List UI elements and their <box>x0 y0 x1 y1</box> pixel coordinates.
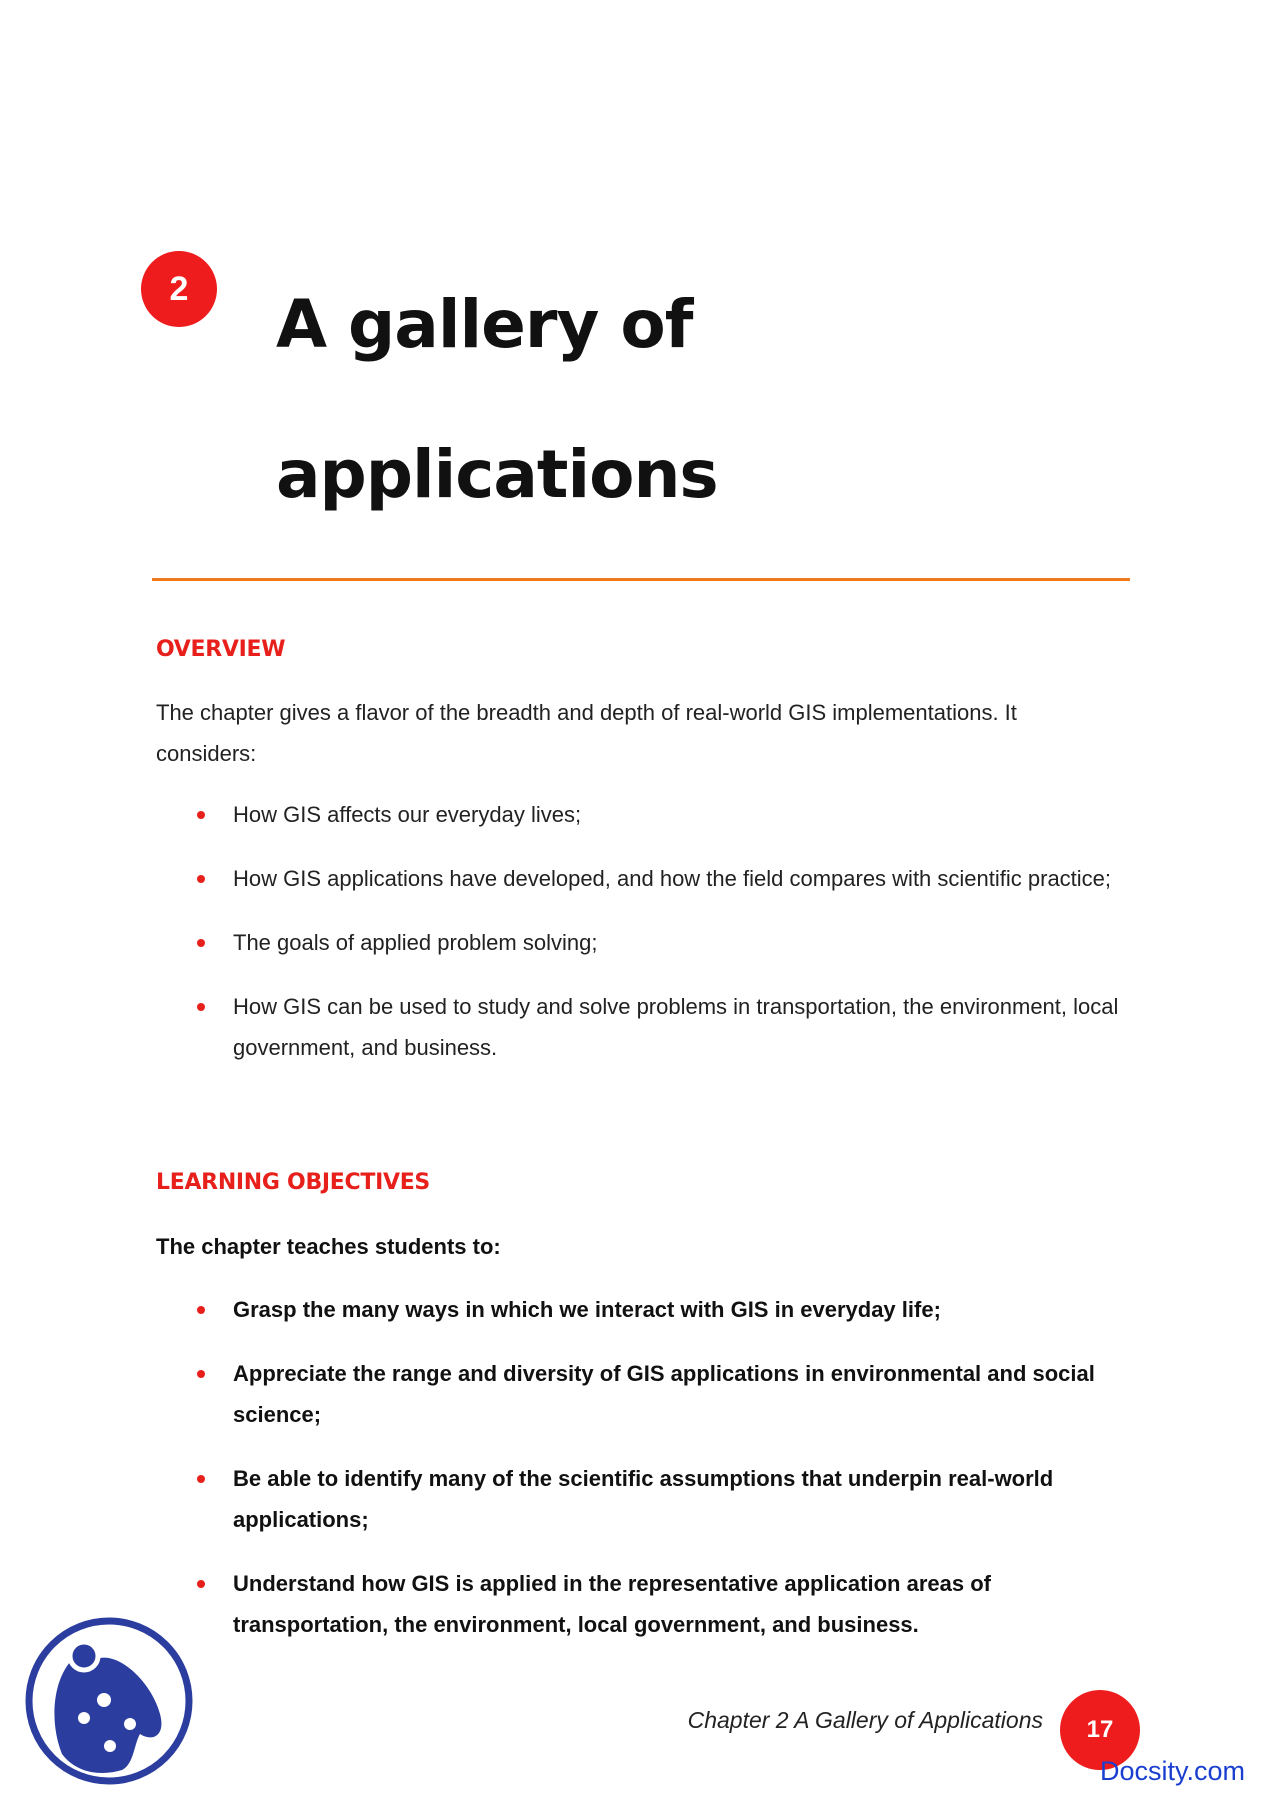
overview-item-text: How GIS applications have developed, and how the field compares with scientific practice; <box>233 866 1112 891</box>
objective-item <box>156 1458 1126 1540</box>
overview-item <box>156 794 1126 835</box>
overview-item-text: The goals of applied problem solving; <box>233 930 598 955</box>
objective-item <box>156 1353 1126 1435</box>
bullet-icon <box>197 811 205 819</box>
bullet-icon <box>197 1003 205 1011</box>
objective-item-text: Understand how GIS is applied in the representative application areas of transportation, the environment, local government, and business. <box>233 1571 991 1637</box>
objective-item-text: Appreciate the range and diversity of GIS applications in environmental and social science; <box>233 1361 1095 1427</box>
overview-item <box>156 922 1126 963</box>
overview-item <box>156 986 1126 1068</box>
overview-heading: OVERVIEW <box>156 637 286 662</box>
overview-item-text: How GIS affects our everyday lives; <box>233 802 582 827</box>
chapter-title-line-1: A gallery of <box>276 286 693 363</box>
watermark-link[interactable]: Docsity.com <box>1100 1756 1246 1786</box>
objectives-list <box>156 1289 1126 1645</box>
objective-item <box>156 1563 1126 1645</box>
bullet-icon <box>197 1475 205 1483</box>
bullet-icon <box>197 1306 205 1314</box>
overview-list <box>156 794 1126 1068</box>
objectives-intro: The chapter teaches students to: <box>156 1234 501 1259</box>
overview-item-text: How GIS can be used to study and solve problems in transportation, the environment, local government, and business. <box>233 994 1119 1060</box>
page-number-badge: 17 <box>1060 1690 1140 1770</box>
objective-item-text: Be able to identify many of the scientific assumptions that underpin real-world applications; <box>233 1466 1054 1532</box>
objectives-heading: LEARNING OBJECTIVES <box>156 1170 430 1195</box>
bullet-icon <box>197 875 205 883</box>
docsity-logo-icon <box>22 1614 196 1788</box>
overview-item <box>156 858 1126 899</box>
chapter-title <box>276 250 718 550</box>
objective-item <box>156 1289 1126 1330</box>
chapter-number-badge: 2 <box>141 251 217 327</box>
title-divider <box>152 578 1130 581</box>
overview-intro: The chapter gives a flavor of the breadth and depth of real-world GIS implementations. It considers: <box>156 700 1017 766</box>
bullet-icon <box>197 939 205 947</box>
chapter-title-line-2: applications <box>276 436 718 513</box>
bullet-icon <box>197 1580 205 1588</box>
objective-item-text: Grasp the many ways in which we interact with GIS in everyday life; <box>233 1297 941 1322</box>
bullet-icon <box>197 1370 205 1378</box>
running-footer-title: Chapter 2 A Gallery of Applications <box>687 1707 1043 1733</box>
